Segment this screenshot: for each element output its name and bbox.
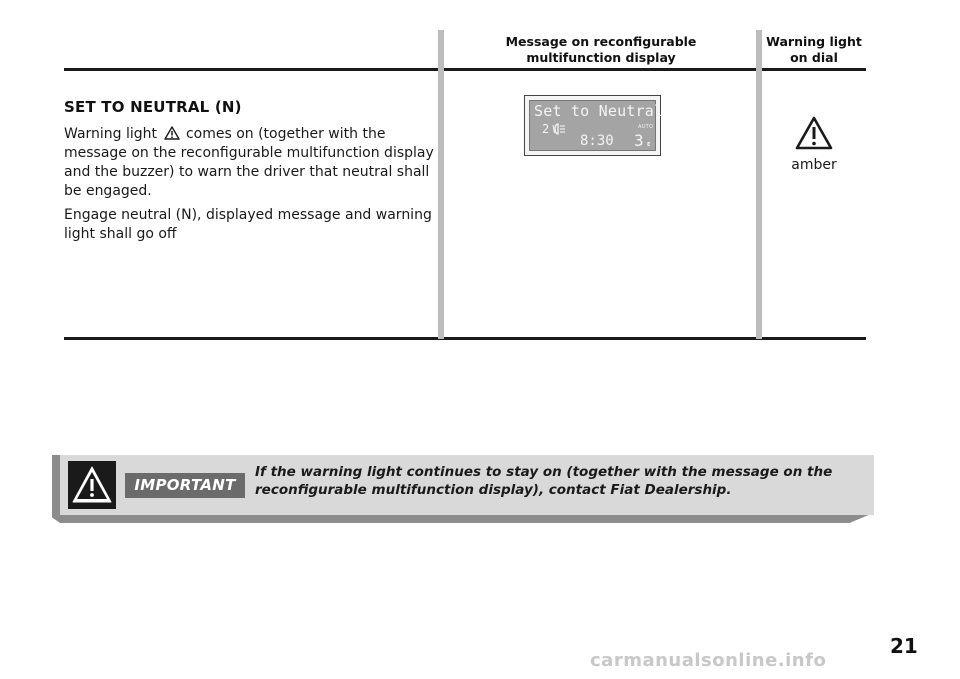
table-bottom-rule	[64, 337, 866, 340]
display-time: 8:30	[580, 133, 614, 149]
page-number: 21	[890, 634, 918, 658]
column-header-light-line1: Warning light	[766, 34, 862, 49]
column-separator	[756, 30, 762, 339]
entry-description-rest: comes on (together with the message on the reconfigurable multifunction display and the buzzer) to warn the driver that neutral shall be engaged.	[64, 126, 434, 199]
display-message: Set to Neutral	[534, 102, 664, 120]
important-text	[255, 463, 855, 499]
entry-instruction: Engage neutral (N), displayed message and warning light shall go off	[64, 207, 432, 242]
important-text-line1: If the warning light continues to stay on (together with the message on the	[255, 464, 833, 480]
column-header-display	[452, 34, 750, 66]
warning-light-color: amber	[791, 157, 837, 173]
display-auto-label: AUTO	[638, 124, 654, 130]
table-top-rule	[64, 68, 866, 71]
important-icon-box	[68, 461, 116, 509]
multifunction-display	[524, 95, 664, 156]
column-header-display-line2: multifunction display	[526, 50, 676, 65]
warning-triangle-icon	[164, 126, 180, 140]
display-screen	[529, 100, 664, 151]
display-gear: 3	[634, 131, 644, 150]
column-header-light-line2: on dial	[790, 50, 838, 65]
entry-description	[64, 125, 434, 201]
important-banner	[60, 455, 874, 515]
display-gear-sub: E	[647, 142, 651, 148]
important-text-line2: reconfigurable multifunction display), contact Fiat Dealership.	[255, 482, 732, 498]
display-indicator: 2	[542, 122, 550, 136]
important-badge: IMPORTANT	[125, 473, 245, 498]
column-separator	[438, 30, 444, 339]
warning-triangle-icon	[68, 461, 116, 509]
headlight-beam-icon	[552, 123, 566, 135]
entry-description-start: Warning light	[64, 126, 158, 142]
warning-triangle-icon	[795, 116, 833, 150]
column-header-display-line1: Message on reconfigurable	[505, 34, 697, 49]
entry-title: SET TO NEUTRAL (N)	[64, 98, 242, 116]
column-header-warning-light	[765, 34, 863, 66]
watermark: carmanualsonline.info	[590, 650, 827, 671]
